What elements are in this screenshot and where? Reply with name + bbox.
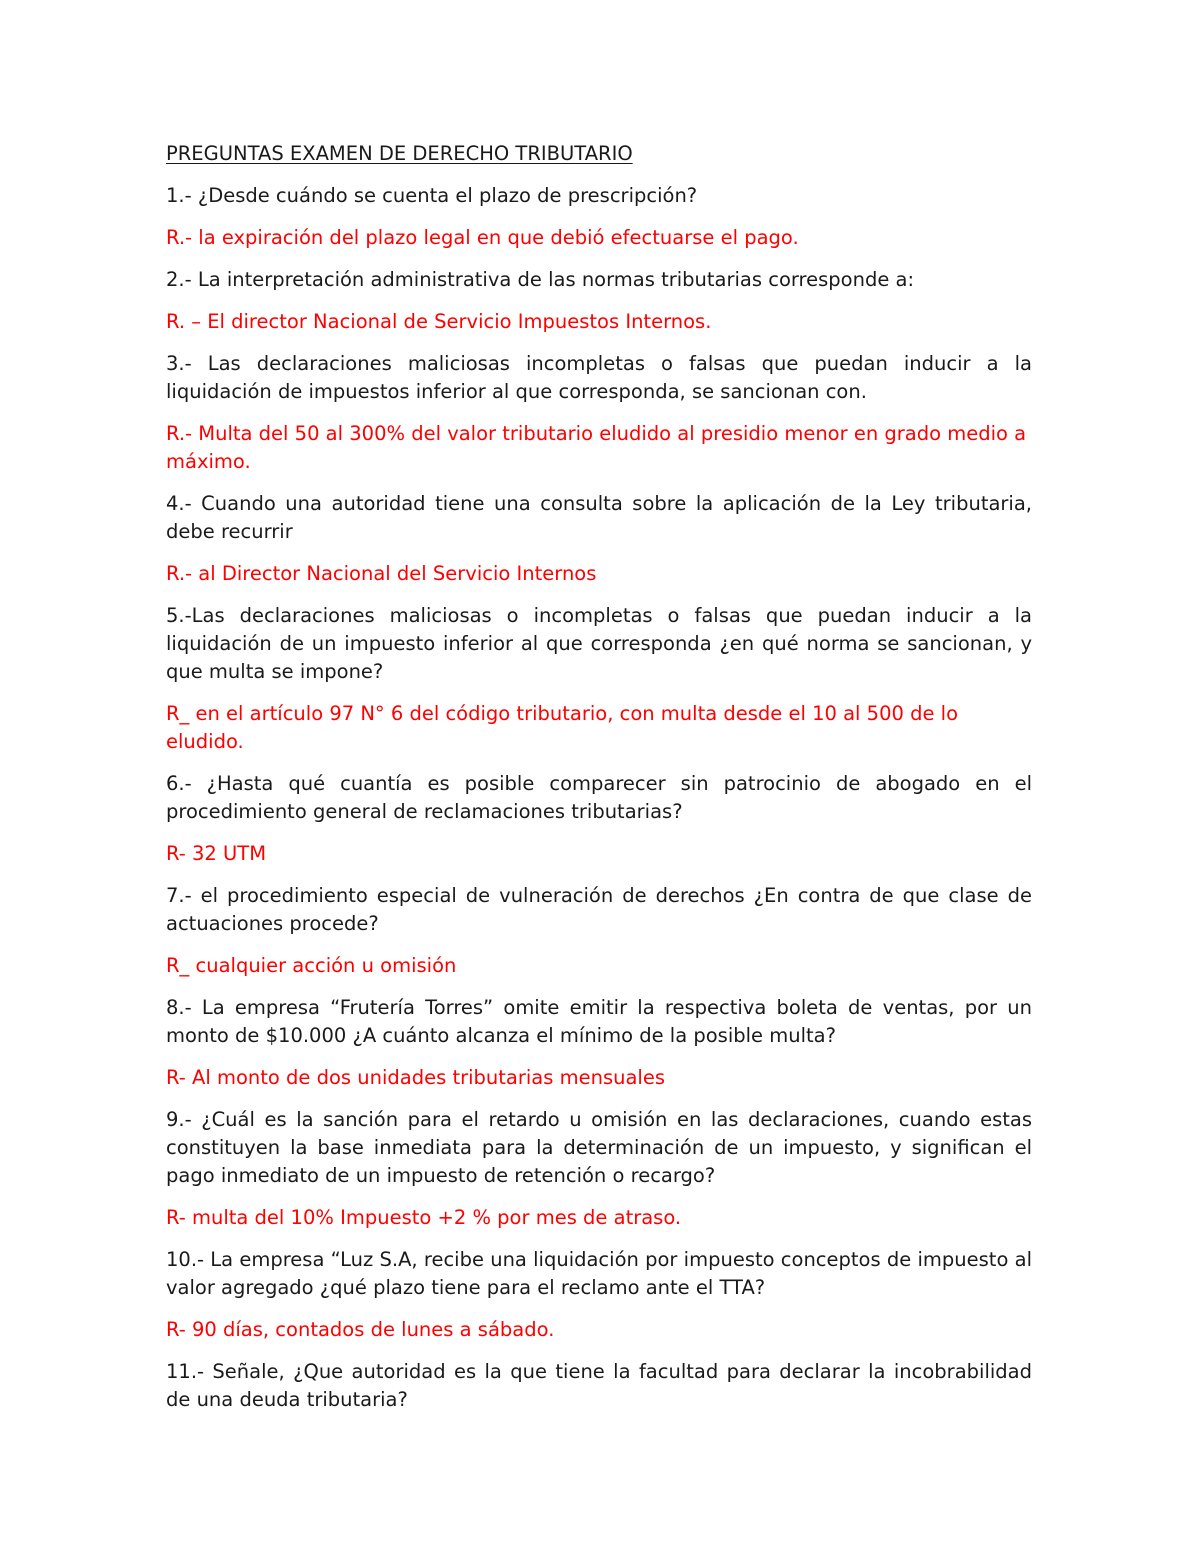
question-1: 1.- ¿Desde cuándo se cuenta el plazo de prescripción? bbox=[166, 184, 698, 207]
answer-8: R- Al monto de dos unidades tributarias mensuales bbox=[166, 1066, 665, 1089]
question-3: 3.- Las declaraciones maliciosas incompletas o falsas que puedan inducir a la liquidación de impuestos inferior al que corresponda, se sancionan con. bbox=[166, 352, 1032, 403]
question-6: 6.- ¿Hasta qué cuantía es posible comparecer sin patrocinio de abogado en el procedimiento general de reclamaciones tributarias? bbox=[166, 772, 1032, 823]
answer-5: R_ en el artículo 97 N° 6 del código tributario, con multa desde el 10 al 500 de lo eludido. bbox=[166, 702, 959, 753]
question-2: 2.- La interpretación administrativa de las normas tributarias corresponde a: bbox=[166, 268, 915, 291]
question-7: 7.- el procedimiento especial de vulneración de derechos ¿En contra de que clase de actuaciones procede? bbox=[166, 884, 1032, 935]
answer-7: R_ cualquier acción u omisión bbox=[166, 954, 457, 977]
question-11: 11.- Señale, ¿Que autoridad es la que tiene la facultad para declarar la incobrabilidad de una deuda tributaria? bbox=[166, 1360, 1032, 1411]
question-9: 9.- ¿Cuál es la sanción para el retardo u omisión en las declaraciones, cuando estas constituyen la base inmediata para la determinación de un impuesto, y significan el pago inmediato de un impuesto de retención o recargo? bbox=[166, 1108, 1032, 1187]
document-title: PREGUNTAS EXAMEN DE DERECHO TRIBUTARIO bbox=[166, 142, 633, 165]
question-10: 10.- La empresa “Luz S.A, recibe una liquidación por impuesto conceptos de impuesto al valor agregado ¿qué plazo tiene para el reclamo ante el TTA? bbox=[166, 1248, 1032, 1299]
question-4: 4.- Cuando una autoridad tiene una consulta sobre la aplicación de la Ley tributaria, debe recurrir bbox=[166, 492, 1032, 543]
document-body bbox=[166, 140, 1032, 1428]
question-8: 8.- La empresa “Frutería Torres” omite emitir la respectiva boleta de ventas, por un monto de $10.000 ¿A cuánto alcanza el mínimo de la posible multa? bbox=[166, 996, 1032, 1047]
answer-1: R.- la expiración del plazo legal en que debió efectuarse el pago. bbox=[166, 226, 799, 249]
answer-3: R.- Multa del 50 al 300% del valor tributario eludido al presidio menor en grado medio a máximo. bbox=[166, 422, 1027, 473]
answer-6: R- 32 UTM bbox=[166, 842, 267, 865]
answer-2: R. – El director Nacional de Servicio Impuestos Internos. bbox=[166, 310, 712, 333]
answer-10: R- 90 días, contados de lunes a sábado. bbox=[166, 1318, 555, 1341]
question-5: 5.-Las declaraciones maliciosas o incompletas o falsas que puedan inducir a la liquidación de un impuesto inferior al que corresponda ¿en qué norma se sancionan, y que multa se impone? bbox=[166, 604, 1032, 683]
answer-9: R- multa del 10% Impuesto +2 % por mes de atraso. bbox=[166, 1206, 682, 1229]
answer-4: R.- al Director Nacional del Servicio Internos bbox=[166, 562, 597, 585]
